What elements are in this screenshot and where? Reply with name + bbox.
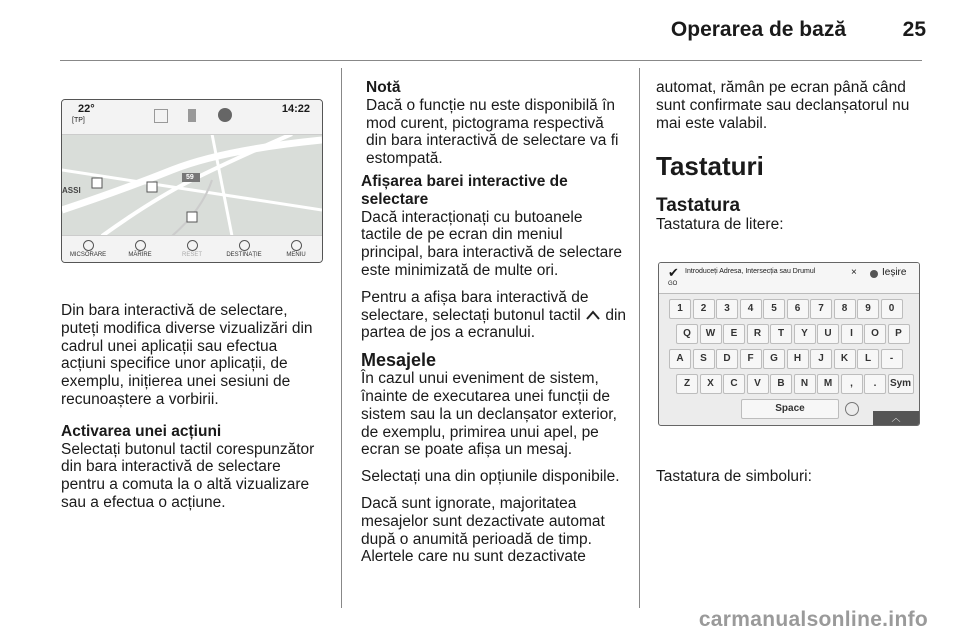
keyboard-key[interactable]: F	[740, 349, 762, 369]
keyboard-key[interactable]: M	[817, 374, 839, 394]
keyboard-key[interactable]: Q	[676, 324, 698, 344]
phone-icon[interactable]	[188, 109, 196, 122]
zoom-in-button[interactable]: MĂRIRE	[114, 236, 166, 262]
reset-button[interactable]: RESET	[166, 236, 218, 262]
menu-button[interactable]: MENIU	[270, 236, 322, 262]
keyboard-key[interactable]: N	[794, 374, 816, 394]
paragraph: Din bara interactivă de selectare, puteți modifica diverse vizualizări din cadrul unei aplicații sau efectua acțiuni specifice unor aplicații, de exemplu, inițierea unei sesiuni de recunoaștere a vorbirii.	[61, 302, 313, 408]
paragraph: automat, rămân pe ecran până când sunt confirmate sau declanșatorul nu mai este valabil.	[656, 79, 910, 132]
temperature: 22°	[78, 103, 95, 115]
destination-button[interactable]: DESTINAȚIE	[218, 236, 270, 262]
keyboard-key[interactable]: 1	[669, 299, 691, 319]
go-label: GO	[668, 281, 678, 287]
paragraph: Selectați una din opțiunile disponibile.	[361, 468, 620, 486]
section-heading: Activarea unei acțiuni	[61, 422, 222, 440]
keyboard-key[interactable]: .	[864, 374, 886, 394]
keyboard-key[interactable]: ,	[841, 374, 863, 394]
keyboard-key[interactable]: Y	[794, 324, 816, 344]
navigation-screen-image	[61, 99, 323, 263]
keyboard-key[interactable]: P	[888, 324, 910, 344]
keyboard-key[interactable]: 3	[716, 299, 738, 319]
watermark: carmanualsonline.info	[698, 608, 928, 631]
keyboard-key[interactable]: 0	[881, 299, 903, 319]
address-input[interactable]: Introduceți Adresa, Intersecția sau Drumul	[685, 268, 816, 275]
column-3	[656, 79, 926, 243]
keyboard-key[interactable]: D	[716, 349, 738, 369]
section-heading: Mesajele	[361, 350, 437, 371]
hide-keyboard-icon[interactable]: ︿	[873, 411, 919, 425]
keyboard-key[interactable]: O	[864, 324, 886, 344]
keyboard-key[interactable]: S	[693, 349, 715, 369]
keyboard-key[interactable]: 4	[740, 299, 762, 319]
column-divider	[341, 68, 342, 608]
keyboard-key[interactable]: E	[723, 324, 745, 344]
letter-keyboard-image	[658, 262, 920, 426]
keyboard-key[interactable]: A	[669, 349, 691, 369]
section-heading: Afișarea barei interactive de selectare	[361, 172, 568, 208]
keyboard-key[interactable]: T	[770, 324, 792, 344]
keyboard-key[interactable]: -	[881, 349, 903, 369]
keyboard-key[interactable]: 2	[693, 299, 715, 319]
paragraph: Tastatura de simboluri:	[656, 468, 812, 485]
header-rule	[60, 60, 922, 61]
keyboard-key[interactable]: 5	[763, 299, 785, 319]
page-number: 25	[902, 18, 926, 41]
chevron-up-icon	[585, 309, 601, 321]
paragraph-text: din partea de jos a ecranului.	[361, 306, 627, 342]
paragraph: Selectați butonul tactil corespunzător din bara interactivă de selectare pentru a comuta la o altă vizualizare sau a efectua o acțiune.	[61, 440, 315, 511]
keyboard-key[interactable]: I	[841, 324, 863, 344]
note-text: Dacă o funcție nu este disponibilă în mod curent, pictograma respectivă din bara interactivă de selectare va fi estompată.	[366, 96, 619, 168]
note-title: Notă	[366, 79, 401, 96]
column-3-bottom	[656, 468, 926, 495]
keyboard-key[interactable]: 7	[810, 299, 832, 319]
keyboard-key[interactable]: R	[747, 324, 769, 344]
space-key[interactable]: Space	[741, 399, 839, 419]
clear-icon[interactable]: ×	[851, 267, 857, 278]
subsection-heading: Tastatura	[656, 195, 741, 217]
page-title: Operarea de bază	[670, 18, 846, 41]
keyboard-input-bar	[659, 263, 919, 294]
paragraph-text: Pentru a afișa bara interactivă de selectare, selectați butonul tactil	[361, 288, 589, 324]
keyboard-key[interactable]: W	[700, 324, 722, 344]
keyboard-key[interactable]: B	[770, 374, 792, 394]
music-icon[interactable]	[154, 109, 168, 123]
keyboard-key[interactable]: 8	[834, 299, 856, 319]
keyboard-key[interactable]: G	[763, 349, 785, 369]
zoom-out-button[interactable]: MICSORARE	[62, 236, 114, 262]
globe-icon[interactable]	[845, 402, 859, 416]
exit-button[interactable]: Ieșire	[882, 267, 907, 278]
keyboard-key[interactable]: 9	[857, 299, 879, 319]
paragraph: Tastatura de litere:	[656, 216, 784, 234]
tp-indicator: [TP]	[72, 117, 85, 124]
column-2	[361, 79, 627, 575]
paragraph	[361, 289, 626, 342]
map-place-label: ASSI	[62, 186, 81, 195]
map-road-label: 59	[186, 174, 194, 181]
paragraph: Dacă interacționați cu butoanele tactile de pe ecran din meniul principal, bara interactivă de selectare este minimizată de multe ori.	[361, 208, 623, 279]
checkmark-icon[interactable]: ✔	[668, 265, 679, 280]
nav-status-bar	[62, 100, 322, 135]
keyboard-key[interactable]: X	[700, 374, 722, 394]
navigation-icon[interactable]	[218, 108, 232, 122]
keyboard-key[interactable]: V	[747, 374, 769, 394]
paragraph: Dacă sunt ignorate, majoritatea mesajelor sunt dezactivate automat după o anumită perioadă de timp. Alertele care nu sunt dezactivate	[361, 494, 605, 566]
section-heading: Tastaturi	[656, 151, 764, 182]
keyboard-key[interactable]: L	[857, 349, 879, 369]
keyboard-key[interactable]: Z	[676, 374, 698, 394]
keyboard-key[interactable]: H	[787, 349, 809, 369]
column-1	[61, 302, 326, 521]
paragraph: În cazul unui eveniment de sistem, înainte de executarea unei funcții de sistem sau la un declanșator exterior, de exemplu, primirea unui apel, pe ecran se poate afișa un mesaj.	[361, 370, 617, 459]
keyboard-key[interactable]: Sym	[888, 374, 914, 394]
keyboard-key[interactable]: K	[834, 349, 856, 369]
keyboard-key[interactable]: C	[723, 374, 745, 394]
exit-icon	[870, 270, 878, 278]
interactive-selector-bar	[62, 235, 322, 262]
keyboard-key[interactable]: 6	[787, 299, 809, 319]
clock: 14:22	[281, 103, 310, 115]
keyboard-key[interactable]: U	[817, 324, 839, 344]
keyboard-key[interactable]: J	[810, 349, 832, 369]
column-divider	[639, 68, 640, 608]
